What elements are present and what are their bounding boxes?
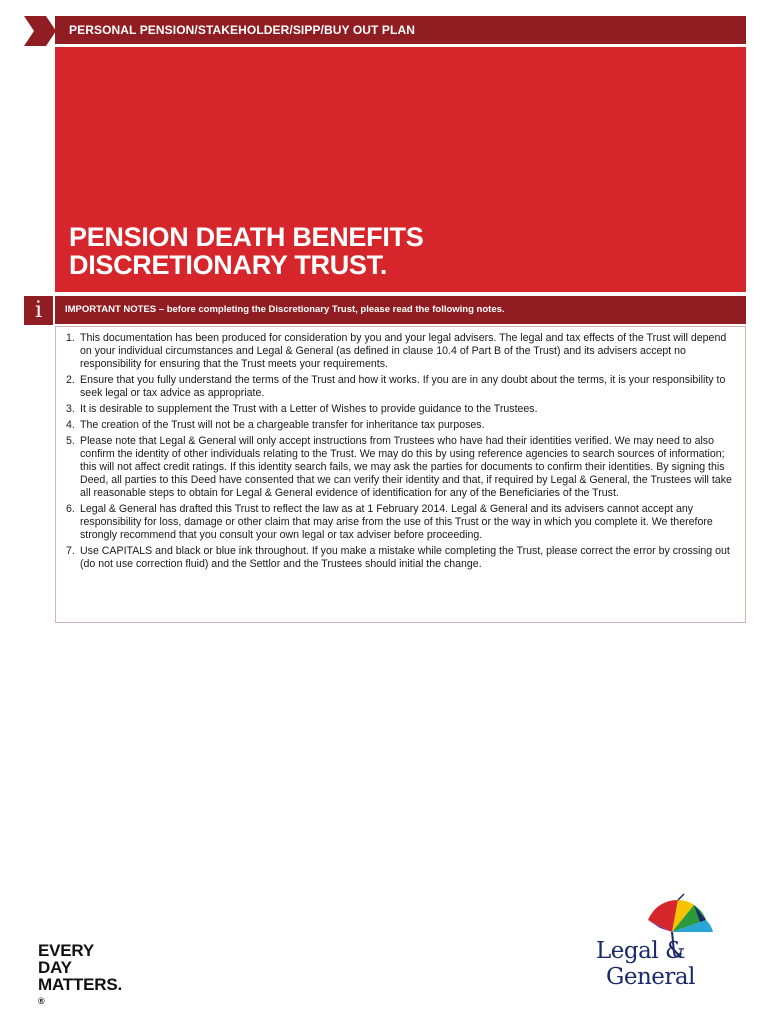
list-item-number: 3. <box>66 403 75 415</box>
list-item <box>66 332 735 371</box>
info-icon: i <box>24 296 53 325</box>
list-item-text: This documentation has been produced for consideration by you and your legal advisers. The legal and tax effects of the Trust will depend on your individual circumstances and Legal & General (as defined in clause 10.4 of Part B of the Trust) and its advisers accept no responsibility for ensuring that the Trust meets your requirements. <box>80 332 727 370</box>
tagline-line3 <box>38 976 122 1010</box>
notes-list <box>66 332 735 571</box>
page-title <box>69 223 423 279</box>
list-item-number: 6. <box>66 503 75 515</box>
legal-and-general-logo <box>596 938 695 990</box>
list-item <box>66 435 735 500</box>
list-item-number: 2. <box>66 374 75 386</box>
list-item <box>66 374 735 400</box>
important-notes-panel <box>55 326 746 623</box>
list-item-number: 1. <box>66 332 75 344</box>
important-notes-heading: IMPORTANT NOTES – before completing the Discretionary Trust, please read the following notes. <box>55 296 746 324</box>
logo-line2: General <box>606 964 695 990</box>
list-item-text: Ensure that you fully understand the terms of the Trust and how it works. If you are in any doubt about the terms, it is your responsibility to seek legal or tax advice as appropriate. <box>80 374 726 399</box>
list-item <box>66 403 735 416</box>
list-item <box>66 545 735 571</box>
every-day-matters-tagline <box>38 942 122 1010</box>
list-item-number: 7. <box>66 545 75 557</box>
page-title-line1: PENSION DEATH BENEFITS <box>69 222 424 252</box>
list-item-text: Please note that Legal & General will only accept instructions from Trustees who have had their identities verified. We may need to also confirm the identity of other individuals relating to the Trust. We may do this by using reference agencies to search sources of information; this will not affect credit ratings. If this identity search fails, we may ask the parties for documents to confirm their identities. By signing this Deed, all parties to this Deed have consented that we can verify their identity and that, if required by Legal & General, the Trustees will take all reasonable steps to obtain for Legal & General evidence of identification for any of the Beneficiaries of the Trust. <box>80 435 732 499</box>
list-item-number: 4. <box>66 419 75 431</box>
tagline-line3-text: MATTERS. <box>38 975 123 994</box>
list-item-number: 5. <box>66 435 75 447</box>
list-item-text: Use CAPITALS and black or blue ink throughout. If you make a mistake while completing the Trust, please correct the error by crossing out (do not use correction fluid) and the Settlor and the Trustees should initial the change. <box>80 545 730 570</box>
list-item <box>66 503 735 542</box>
tagline-line1: EVERY <box>38 941 95 960</box>
list-item <box>66 419 735 432</box>
tagline-line2: DAY <box>38 958 72 977</box>
plan-type-header: PERSONAL PENSION/STAKEHOLDER/SIPP/BUY OUT PLAN <box>55 16 746 44</box>
hero-banner <box>55 47 746 292</box>
chevron-right-icon <box>24 16 56 46</box>
list-item-text: It is desirable to supplement the Trust with a Letter of Wishes to provide guidance to the Trustees. <box>80 403 538 415</box>
logo-line1: Legal & <box>596 938 685 964</box>
registered-mark: ® <box>38 996 45 1006</box>
page-title-line2: DISCRETIONARY TRUST. <box>69 250 388 280</box>
list-item-text: Legal & General has drafted this Trust to reflect the law as at 1 February 2014. Legal & General and its advisers cannot accept any responsibility for loss, damage or other claim that may arise from the use of this Trust or the way in which you complete it. We therefore strongly recommend that you consult your own legal or tax adviser before proceeding. <box>80 503 713 541</box>
list-item-text: The creation of the Trust will not be a chargeable transfer for inheritance tax purposes. <box>80 419 485 431</box>
